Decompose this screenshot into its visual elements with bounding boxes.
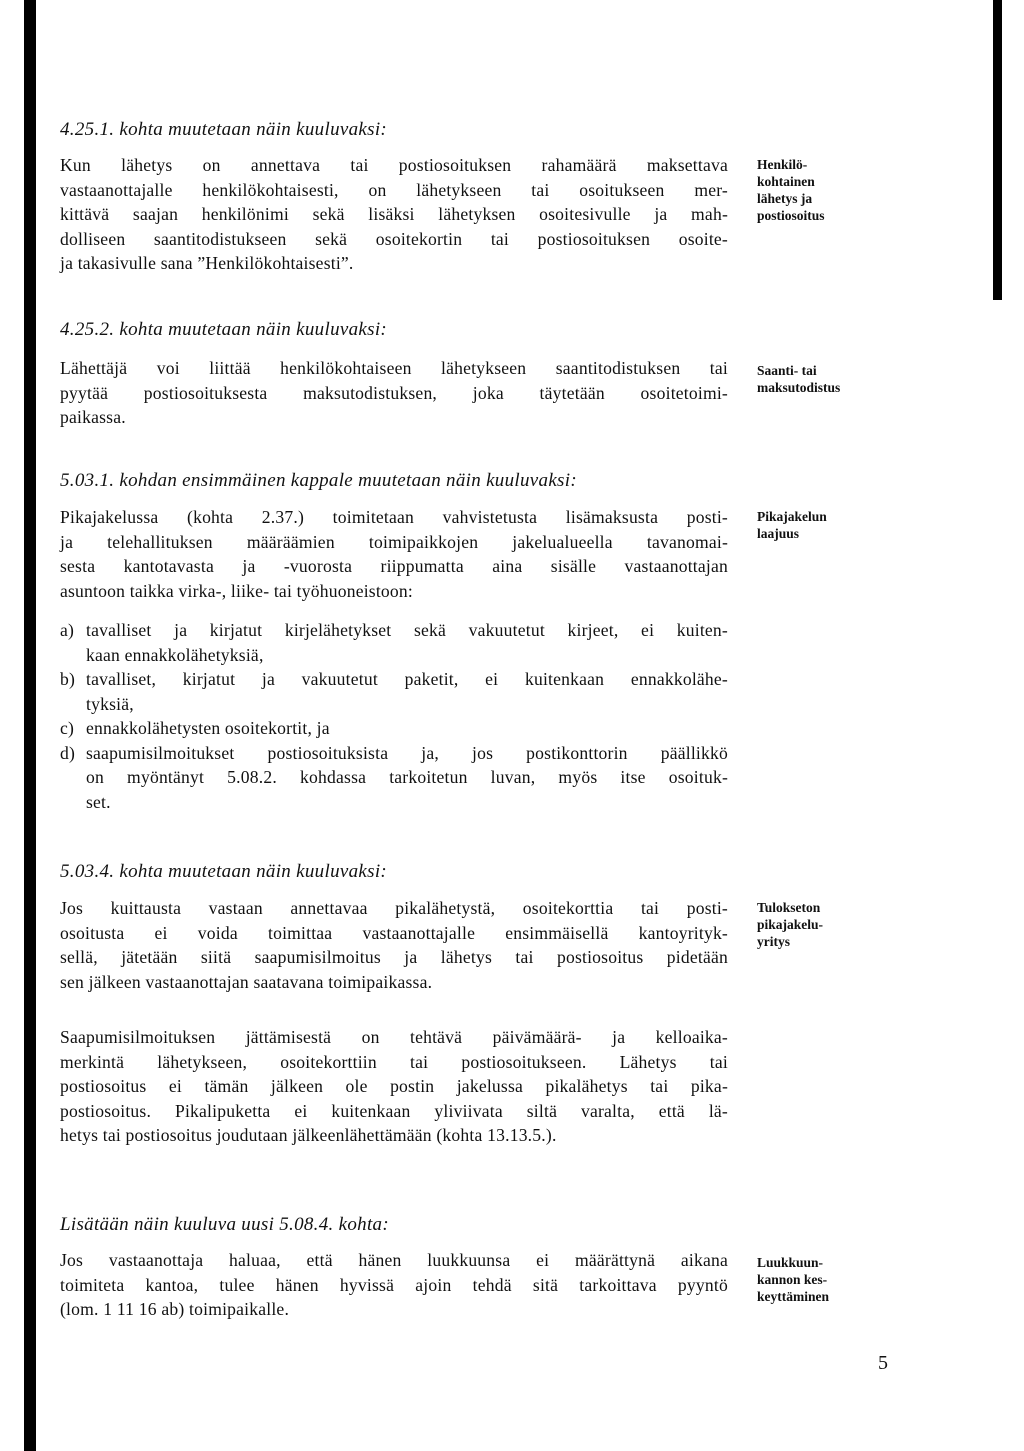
list-line: tavalliset ja kirjatut kirjelähetykset sekä vakuutetut kirjeet, ei kuiten- <box>86 620 728 640</box>
note-line: yritys <box>757 934 790 949</box>
body-line: Pikajakelussa (kohta 2.37.) toimitetaan vahvistetusta lisämaksusta posti- <box>60 507 728 527</box>
body-line: asuntoon taikka virka-, liike- tai työhuoneistoon: <box>60 580 414 601</box>
list-item <box>60 667 728 716</box>
note-line: postiosoitus <box>757 208 825 223</box>
list-item <box>60 716 728 741</box>
section-heading-5-08-4: Lisätään näin kuuluva uusi 5.08.4. kohta: <box>60 1214 389 1235</box>
list-marker: a) <box>60 620 75 640</box>
body-line: vastaanottajalle henkilökohtaisesti, on lähetykseen tai osoitukseen mer- <box>60 179 728 200</box>
pikajakelu-list <box>60 618 728 814</box>
body-line: Kun lähetys on annettava tai postiosoituksen rahamäärä maksettava <box>60 155 728 175</box>
body-line: postiosoitus ei tämän jälkeen ole postin jakelussa pikalähetys tai pika- <box>60 1076 728 1096</box>
section-heading-4-25-1: 4.25.1. kohta muutetaan näin kuuluvaksi: <box>60 119 388 140</box>
body-line: Jos vastaanottaja haluaa, että hänen luukkuunsa ei määrättynä aikana <box>60 1250 728 1270</box>
body-line: pyytää postiosoituksesta maksutodistuksen, joka täytetään osoitetoimi- <box>60 382 728 403</box>
list-item <box>60 618 728 667</box>
list-line: kaan ennakkolähetyksiä, <box>86 644 264 665</box>
body-line: dolliseen saantitodistukseen sekä osoitekortin tai postiosoituksen osoite- <box>60 228 728 249</box>
note-line: Saanti- tai <box>757 363 817 378</box>
body-line: Lähettäjä voi liittää henkilökohtaiseen lähetykseen saantitodistuksen tai <box>60 358 728 378</box>
note-line: Pikajakelun <box>757 509 827 524</box>
body-line: ja telehallituksen määräämien toimipaikkojen jakelualueella tavanomai- <box>60 531 728 552</box>
section-heading-5-03-4: 5.03.4. kohta muutetaan näin kuuluvaksi: <box>60 861 388 882</box>
body-line: Jos kuittausta vastaan annettavaa pikalähetystä, osoitekorttia tai posti- <box>60 898 728 918</box>
body-line: toimiteta kantoa, tulee hänen hyvissä ajoin tehdä sitä tarkoittava pyyntö <box>60 1274 728 1295</box>
list-line: set. <box>86 791 111 812</box>
body-line: merkintä lähetykseen, osoitekorttiin tai postiosoitukseen. Lähetys tai <box>60 1051 728 1072</box>
note-line: laajuus <box>757 526 800 541</box>
section-body-5-03-4-second <box>60 1025 728 1148</box>
body-line: sellä, jätetään siitä saapumisilmoitus ja lähetys tai postiosoitus pidetään <box>60 947 728 967</box>
note-line: Henkilö- <box>757 157 808 172</box>
list-line: tavalliset, kirjatut ja vakuutetut paketit, ei kuitenkaan ennakkolähe- <box>86 669 728 689</box>
list-line: ennakkolähetysten osoitekortit, ja <box>86 718 330 738</box>
section-heading-4-25-2: 4.25.2. kohta muutetaan näin kuuluvaksi: <box>60 319 388 340</box>
list-marker: d) <box>60 742 76 763</box>
section-body-5-08-4 <box>60 1248 728 1322</box>
list-line: on myöntänyt 5.08.2. kohdassa tarkoitetun luvan, myös itse osoituk- <box>86 767 728 787</box>
note-line: maksutodistus <box>757 380 841 395</box>
note-line: Luukkuun- <box>757 1255 824 1270</box>
scan-edge-right <box>993 0 1002 300</box>
section-heading-5-03-1: 5.03.1. kohdan ensimmäinen kappale muutetaan näin kuuluvaksi: <box>60 470 577 491</box>
list-line: tyksiä, <box>86 693 134 714</box>
body-line: ja takasivulle sana ”Henkilökohtaisesti”. <box>60 253 354 273</box>
body-line: kittävä saajan henkilönimi sekä lisäksi lähetyksen osoitesivulle ja mah- <box>60 204 728 224</box>
scan-edge-left <box>24 0 36 1451</box>
margin-note-pikajakelun-laajuus <box>757 508 897 542</box>
body-line: postiosoitus. Pikalipuketta ei kuitenkaan yliviivata siltä varalta, että lä- <box>60 1100 728 1121</box>
section-body-4-25-1 <box>60 153 728 276</box>
body-line: Saapumisilmoituksen jättämisestä on tehtävä päivämäärä- ja kelloaika- <box>60 1027 728 1047</box>
note-line: Tulokseton <box>757 900 821 915</box>
body-line: osoitusta ei voida toimittaa vastaanottajalle ensimmäisellä kantoyrityk- <box>60 922 728 943</box>
page-number: 5 <box>878 1352 888 1374</box>
body-line: paikassa. <box>60 407 126 427</box>
list-line: saapumisilmoitukset postiosoituksista ja, jos postikonttorin päällikkö <box>86 742 728 763</box>
list-item <box>60 741 728 815</box>
margin-note-tulokseton <box>757 899 897 950</box>
margin-note-saanti <box>757 362 897 396</box>
note-line: keyttäminen <box>757 1289 829 1304</box>
body-line: sen jälkeen vastaanottajan saatavana toimipaikassa. <box>60 971 433 992</box>
note-line: kannon kes- <box>757 1272 828 1287</box>
body-line: sesta kantotavasta ja -vuorosta riippumatta aina sisälle vastaanottajan <box>60 556 728 576</box>
margin-note-henkilokohtainen <box>757 156 897 224</box>
section-body-5-03-4 <box>60 896 728 994</box>
note-line: pikajakelu- <box>757 917 824 932</box>
body-line: (lom. 1 11 16 ab) toimipaikalle. <box>60 1299 290 1319</box>
list-marker: b) <box>60 669 76 689</box>
section-body-5-03-1 <box>60 505 728 603</box>
note-line: lähetys ja <box>757 191 813 206</box>
margin-note-luukkuunkannon <box>757 1254 897 1305</box>
list-marker: c) <box>60 718 75 738</box>
body-line: hetys tai postiosoitus joudutaan jälkeenlähettämään (kohta 13.13.5.). <box>60 1125 557 1145</box>
note-line: kohtainen <box>757 174 815 189</box>
section-body-4-25-2 <box>60 356 728 430</box>
